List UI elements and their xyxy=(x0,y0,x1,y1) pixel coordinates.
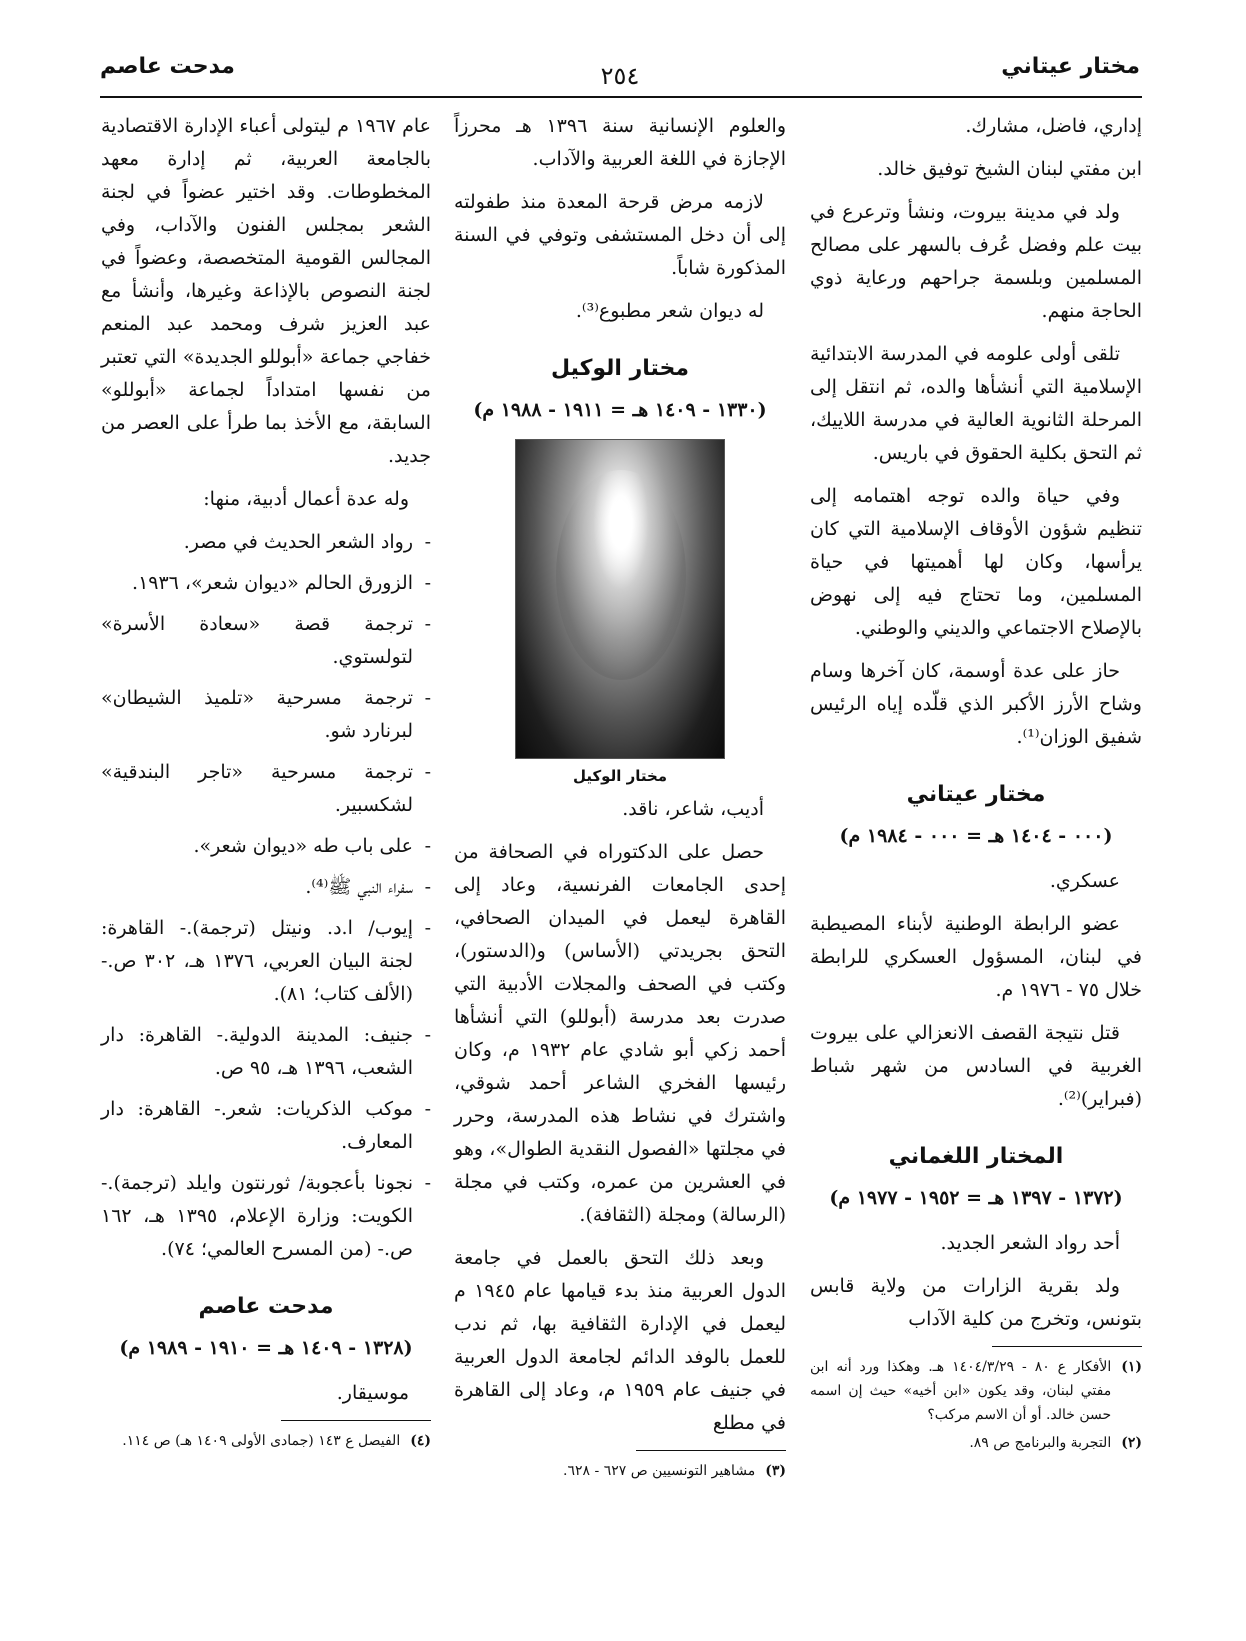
entry-heading: مختار عيتاني xyxy=(906,782,1046,807)
footnote-number: (١) xyxy=(1121,1359,1142,1375)
photo-caption: مختار الوكيل xyxy=(572,767,668,785)
entry-dates: (١٣٣٠ - ١٤٠٩ هـ = ١٩١١ - ١٩٨٨ م) xyxy=(473,399,767,421)
footnote-text: مشاهير التونسيين ص ٦٢٧ - ٦٢٨. xyxy=(563,1463,756,1479)
paragraph: لازمه مرض قرحة المعدة منذ طفولته إلى أن دخل المستشفى وتوفي في السنة المذكورة شاباً. xyxy=(454,191,786,279)
entry-dates: (١٣٢٨ - ١٤٠٩ هـ = ١٩١٠ - ١٩٨٩ م) xyxy=(119,1337,413,1359)
paragraph: حصل على الدكتوراه في الصحافة من إحدى الجامعات الفرنسية، وعاد إلى القاهرة ليعمل في الميدان الصحافي، التحق بجريدتي (الأساس) و(الدستور)، وكتب في الصحف والمجلات الأدبية التي صدرت بعد مدرسة (أبوللو) التي أنشأها أحمد زكي أبو شادي عام ١٩٣٢ م، وكان رئيسها الفخري الشاعر أحمد شوقي، واشترك في نشاط هذه المدرسة، وحرر في مجلتها «الفصول النقدية الطوال»، وهو في العشرين من عمره، وكتب في مجلة (الرسالة) ومجلة (الثقافة). xyxy=(454,841,786,1226)
entry-heading: مدحت عاصم xyxy=(198,1294,334,1319)
list-item: - على باب طه «ديوان شعر». xyxy=(101,830,431,863)
footnote-rule xyxy=(636,1450,786,1451)
list-item: - موكب الذكريات: شعر.- القاهرة: دار المعارف. xyxy=(101,1093,431,1159)
footnote-number: (٢) xyxy=(1121,1435,1142,1451)
paragraph: وبعد ذلك التحق بالعمل في جامعة الدول العربية منذ بدء قيامها عام ١٩٤٥ م ليعمل في الإدارة الثقافية بها، ثم ندب للعمل بالوفد الدائم لجامعة الدول العربية في جنيف عام ١٩٥٩ م، وعاد إلى القاهرة في مطلع xyxy=(454,1247,786,1434)
paragraph: ولد بقرية الزارات من ولاية قابس بتونس، وتخرج من كلية الآداب xyxy=(810,1275,1142,1330)
paragraph: حاز على عدة أوسمة، كان آخرها وسام وشاح الأرز الأكبر الذي قلّده إياه الرئيس شفيق الوزان⁽¹⁾. xyxy=(810,660,1142,748)
column-middle xyxy=(454,110,786,1487)
running-head-right: مختار عيتاني xyxy=(1001,54,1140,79)
footnote-text: الفيصل ع ١٤٣ (جمادى الأولى ١٤٠٩ هـ) ص ١١٤. xyxy=(122,1433,401,1449)
column-left xyxy=(101,110,431,1457)
portrait-photo xyxy=(515,439,725,759)
list-item: - ترجمة قصة «سعادة الأسرة» لتولستوي. xyxy=(101,608,431,674)
header-rule xyxy=(100,96,1142,98)
footnote xyxy=(454,1459,786,1483)
list-item: - ترجمة مسرحية «تاجر البندقية» لشكسبير. xyxy=(101,756,431,822)
portrait-face xyxy=(556,470,686,680)
page-number: ٢٥٤ xyxy=(600,62,640,90)
list-item: - نجونا بأعجوبة/ ثورنتون وايلد (ترجمة).- الكويت: وزارة الإعلام، ١٣٩٥ هـ، ١٦٢ ص.- (من المسرح العالمي؛ ٧٤). xyxy=(101,1167,431,1266)
running-head-left: مدحت عاصم xyxy=(100,54,235,79)
paragraph: والعلوم الإنسانية سنة ١٣٩٦ هـ محرزاً الإجازة في اللغة العربية والآداب. xyxy=(454,115,787,170)
list-item: - جنيف: المدينة الدولية.- القاهرة: دار الشعب، ١٣٩٦ هـ، ٩٥ ص. xyxy=(101,1019,431,1085)
paragraph: وله عدة أعمال أدبية، منها: xyxy=(203,488,409,510)
paragraph: إداري، فاضل، مشارك. xyxy=(965,115,1142,137)
list-item: - ترجمة مسرحية «تلميذ الشيطان» لبرنارد شو. xyxy=(101,682,431,748)
paragraph: عام ١٩٦٧ م ليتولى أعباء الإدارة الاقتصادية بالجامعة العربية، ثم إدارة معهد المخطوطات. وقد اختير عضواً في لجنة الشعر بمجلس الفنون والآداب، وفي المجالس القومية المتخصصة، وعضواً في لجنة النصوص بالإذاعة وغيرها، وأنشأ مع عبد العزيز شرف ومحمد عبد المنعم خفاجي جماعة «أبوللو الجديدة» التي تعتبر من نفسها امتداداً لجماعة «أبوللو» السابقة، مع الأخذ بما طرأ على العصر من جديد. xyxy=(101,115,431,467)
footnote xyxy=(810,1355,1142,1427)
entry-heading: مختار الوكيل xyxy=(550,356,690,381)
footnote-text: الأفكار ع ٨٠ - ١٤٠٤/٣/٢٩ هـ. وهكذا ورد أنه ابن مفتي لبنان، وقد يكون «ابن أخيه» حيث إن اسمه حسن خالد. أو أن الاسم مركب؟ xyxy=(810,1359,1112,1423)
footnote xyxy=(810,1431,1142,1455)
footnote-number: (٣) xyxy=(765,1463,786,1479)
footnote-number: (٤) xyxy=(410,1433,431,1449)
entry-heading: المختار اللغماني xyxy=(888,1144,1064,1169)
page-header xyxy=(100,52,1140,90)
footnote-rule xyxy=(992,1346,1142,1347)
list-item: - سفراء النبي ﷺ⁽⁴⁾. xyxy=(101,871,431,904)
paragraph: عسكري. xyxy=(1049,870,1120,892)
paragraph: قتل نتيجة القصف الانعزالي على بيروت الغربية في السادس من شهر شباط (فبراير)⁽²⁾. xyxy=(810,1022,1142,1110)
paragraph: موسيقار. xyxy=(336,1382,409,1404)
list-item: - إيوب/ ا.د. ونيتل (ترجمة).- القاهرة: لجنة البيان العربي، ١٣٧٦ هـ، ٣٠٢ ص.- (الألف كتاب؛ ٨١). xyxy=(101,912,431,1011)
paragraph: ابن مفتي لبنان الشيخ توفيق خالد. xyxy=(877,158,1142,180)
list-item: - رواد الشعر الحديث في مصر. xyxy=(101,526,431,559)
paragraph: أحد رواد الشعر الجديد. xyxy=(940,1232,1120,1254)
entry-dates: (١٣٧٢ - ١٣٩٧ هـ = ١٩٥٢ - ١٩٧٧ م) xyxy=(829,1187,1123,1209)
list-item: - الزورق الحالم «ديوان شعر»، ١٩٣٦. xyxy=(101,567,431,600)
paragraph: له ديوان شعر مطبوع⁽³⁾. xyxy=(575,300,764,322)
paragraph: وفي حياة والده توجه اهتمامه إلى تنظيم شؤون الأوقاف الإسلامية التي كان يرأسها، وكان لها أهميتها في حياة المسلمين، وما تحتاج فيه إلى نهوض بالإصلاح الاجتماعي والديني والوطني. xyxy=(810,485,1142,639)
footnote-rule xyxy=(281,1420,431,1421)
paragraph: أديب، شاعر، ناقد. xyxy=(622,798,764,820)
paragraph: ولد في مدينة بيروت، ونشأ وترعرع في بيت علم وفضل عُرف بالسهر على مصالح المسلمين وبلسمة جراحهم ورعاية ذوي الحاجة منهم. xyxy=(810,201,1142,322)
column-right xyxy=(810,110,1142,1459)
footnote xyxy=(101,1429,431,1453)
works-list xyxy=(101,526,431,1266)
paragraph: عضو الرابطة الوطنية لأبناء المصيطبة في لبنان، المسؤول العسكري للرابطة خلال ٧٥ - ١٩٧٦ م. xyxy=(810,913,1142,1001)
entry-dates: (٠٠٠ - ١٤٠٤ هـ = ٠٠٠ - ١٩٨٤ م) xyxy=(839,825,1113,847)
footnote-text: التجربة والبرنامج ص ٨٩. xyxy=(969,1435,1112,1451)
paragraph: تلقى أولى علومه في المدرسة الابتدائية الإسلامية التي أنشأها والده، ثم انتقل إلى المرحلة الثانوية العالية في مدرسة اللاييك، ثم التحق بكلية الحقوق في باريس. xyxy=(810,343,1142,464)
